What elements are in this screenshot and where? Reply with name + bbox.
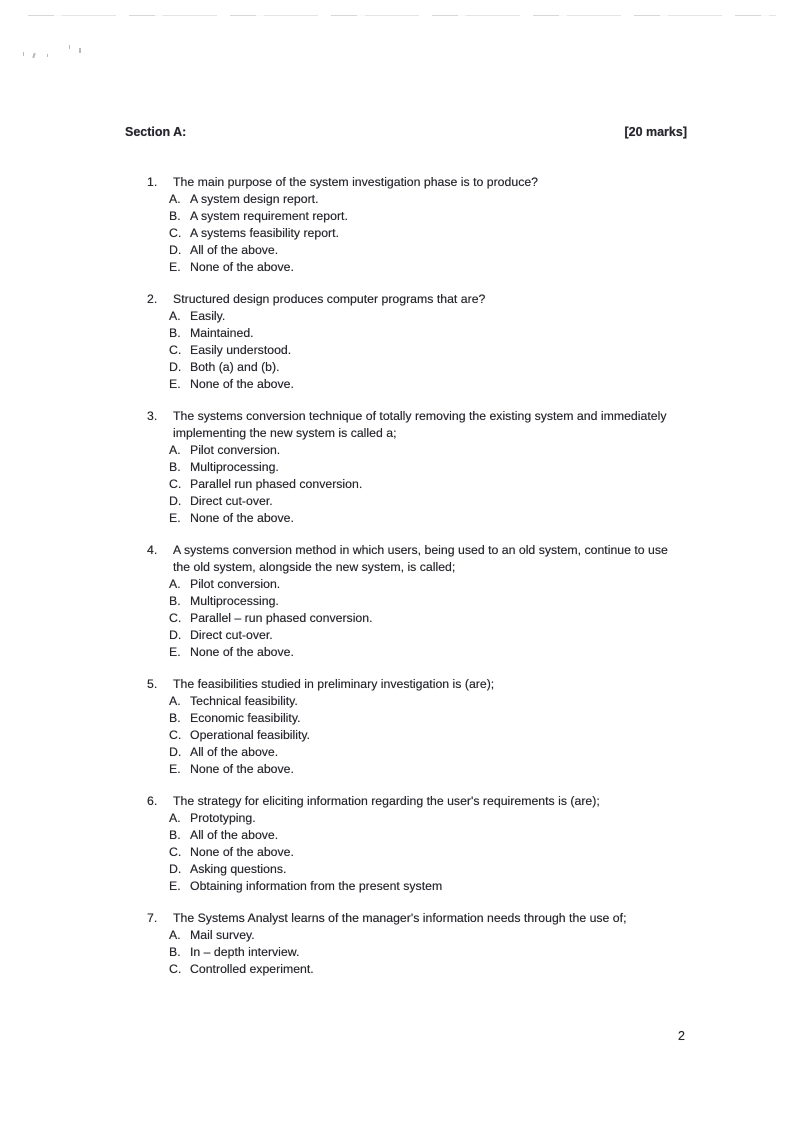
option-text: A system requirement report.: [190, 209, 348, 223]
option-letter: B.: [169, 828, 181, 842]
option-text: Easily.: [190, 309, 226, 323]
option-text: None of the above.: [190, 762, 294, 776]
option-letter: A.: [169, 694, 181, 708]
option-text: Pilot conversion.: [190, 443, 281, 457]
option-letter: A.: [169, 928, 181, 942]
option-text: Controlled experiment.: [190, 962, 314, 976]
option: [169, 961, 699, 978]
question-text-line: A systems conversion method in which users, being used to an old system, continue to use: [173, 543, 668, 557]
option: [169, 242, 699, 259]
question: [147, 174, 699, 276]
option: [169, 510, 699, 527]
option: [169, 476, 699, 493]
option: [169, 761, 699, 778]
option-letter: D.: [169, 243, 182, 257]
question-first-line: [147, 174, 699, 191]
question: [147, 676, 699, 778]
option-text: Parallel – run phased conversion.: [190, 611, 373, 625]
option-text: None of the above.: [190, 511, 294, 525]
option-letter: D.: [169, 360, 182, 374]
section-title: Section A:: [125, 125, 187, 139]
question: [147, 910, 699, 978]
scan-artifact-line: [28, 15, 776, 16]
question-text-line: Structured design produces computer programs that are?: [173, 292, 486, 306]
option-letter: A.: [169, 443, 181, 457]
option: [169, 442, 699, 459]
option-letter: E.: [169, 511, 181, 525]
option: [169, 191, 699, 208]
question: [147, 291, 699, 393]
option-letter: C.: [169, 477, 182, 491]
option-letter: E.: [169, 260, 181, 274]
option-letter: D.: [169, 494, 182, 508]
option-text: Direct cut-over.: [190, 494, 273, 508]
page-header: [125, 124, 687, 140]
option-text: Direct cut-over.: [190, 628, 273, 642]
question: [147, 542, 699, 661]
option: [169, 844, 699, 861]
question-text-line: The strategy for eliciting information regarding the user's requirements is (are);: [173, 794, 600, 808]
scan-speck: [23, 52, 24, 56]
option-text: All of the above.: [190, 745, 279, 759]
option-text: Obtaining information from the present system: [190, 879, 443, 893]
option-letter: C.: [169, 962, 182, 976]
question-number: 5.: [147, 677, 158, 691]
scan-speck: [79, 48, 81, 53]
option-text: Prototyping.: [190, 811, 256, 825]
option: [169, 810, 699, 827]
option-letter: B.: [169, 209, 181, 223]
option-text: Easily understood.: [190, 343, 292, 357]
option-letter: A.: [169, 577, 181, 591]
option-letter: B.: [169, 594, 181, 608]
option-letter: E.: [169, 879, 181, 893]
option-text: All of the above.: [190, 828, 279, 842]
option-letter: E.: [169, 762, 181, 776]
option: [169, 878, 699, 895]
option: [169, 827, 699, 844]
option: [169, 208, 699, 225]
option: [169, 225, 699, 242]
option-text: Technical feasibility.: [190, 694, 298, 708]
option: [169, 710, 699, 727]
option: [169, 359, 699, 376]
question-number: 1.: [147, 175, 158, 189]
option-letter: A.: [169, 192, 181, 206]
option: [169, 376, 699, 393]
question-first-line: [147, 910, 699, 927]
option: [169, 459, 699, 476]
option-letter: A.: [169, 309, 181, 323]
option: [169, 593, 699, 610]
option-text: Economic feasibility.: [190, 711, 301, 725]
option-letter: C.: [169, 845, 182, 859]
question-text-line: The main purpose of the system investigation phase is to produce?: [173, 175, 539, 189]
option-text: Mail survey.: [190, 928, 255, 942]
option-text: None of the above.: [190, 845, 294, 859]
option-letter: E.: [169, 377, 181, 391]
question-text-line: implementing the new system is called a;: [173, 426, 397, 440]
question-number: 6.: [147, 794, 158, 808]
scan-speck: [69, 45, 70, 49]
option: [169, 693, 699, 710]
option-text: Parallel run phased conversion.: [190, 477, 363, 491]
option-text: A system design report.: [190, 192, 319, 206]
questions-list: [147, 174, 699, 993]
question-first-line: [147, 676, 699, 693]
option: [169, 342, 699, 359]
question-text-line: the old system, alongside the new system, is called;: [173, 560, 456, 574]
option-text: None of the above.: [190, 260, 294, 274]
scan-speck: [32, 53, 36, 58]
option-text: Operational feasibility.: [190, 728, 311, 742]
question: [147, 408, 699, 527]
option: [169, 727, 699, 744]
question-first-line: [147, 542, 699, 559]
option-letter: D.: [169, 745, 182, 759]
option: [169, 944, 699, 961]
option: [169, 308, 699, 325]
option: [169, 744, 699, 761]
option-text: Both (a) and (b).: [190, 360, 280, 374]
option-letter: B.: [169, 326, 181, 340]
option-letter: D.: [169, 628, 182, 642]
option: [169, 627, 699, 644]
question-number: 3.: [147, 409, 158, 423]
question: [147, 793, 699, 895]
option-text: Maintained.: [190, 326, 254, 340]
option: [169, 259, 699, 276]
option-letter: B.: [169, 460, 181, 474]
option: [169, 861, 699, 878]
option-letter: D.: [169, 862, 182, 876]
option-text: Multiprocessing.: [190, 460, 279, 474]
option: [169, 644, 699, 661]
option-letter: C.: [169, 611, 182, 625]
option-text: Multiprocessing.: [190, 594, 279, 608]
option-text: Pilot conversion.: [190, 577, 281, 591]
option: [169, 927, 699, 944]
marks-label: [20 marks]: [624, 125, 687, 139]
question-text-line: The systems conversion technique of totally removing the existing system and immediately: [173, 409, 667, 423]
option-letter: B.: [169, 711, 181, 725]
question-text-line: The feasibilities studied in preliminary investigation is (are);: [173, 677, 495, 691]
option-letter: B.: [169, 945, 181, 959]
option-text: A systems feasibility report.: [190, 226, 339, 240]
option: [169, 493, 699, 510]
option-text: All of the above.: [190, 243, 279, 257]
option-letter: C.: [169, 226, 182, 240]
page-number: 2: [678, 1029, 685, 1043]
option: [169, 325, 699, 342]
question-number: 7.: [147, 911, 158, 925]
option-letter: C.: [169, 343, 182, 357]
question-first-line: [147, 291, 699, 308]
option-letter: E.: [169, 645, 181, 659]
option-text: None of the above.: [190, 645, 294, 659]
option-text: In – depth interview.: [190, 945, 300, 959]
option: [169, 576, 699, 593]
option: [169, 610, 699, 627]
scan-speck: [47, 54, 48, 57]
option-text: None of the above.: [190, 377, 294, 391]
option-letter: C.: [169, 728, 182, 742]
option-letter: A.: [169, 811, 181, 825]
question-number: 4.: [147, 543, 158, 557]
question-number: 2.: [147, 292, 158, 306]
option-text: Asking questions.: [190, 862, 287, 876]
question-first-line: [147, 793, 699, 810]
question-text-line: The Systems Analyst learns of the manager's information needs through the use of;: [173, 911, 627, 925]
question-first-line: [147, 408, 699, 425]
